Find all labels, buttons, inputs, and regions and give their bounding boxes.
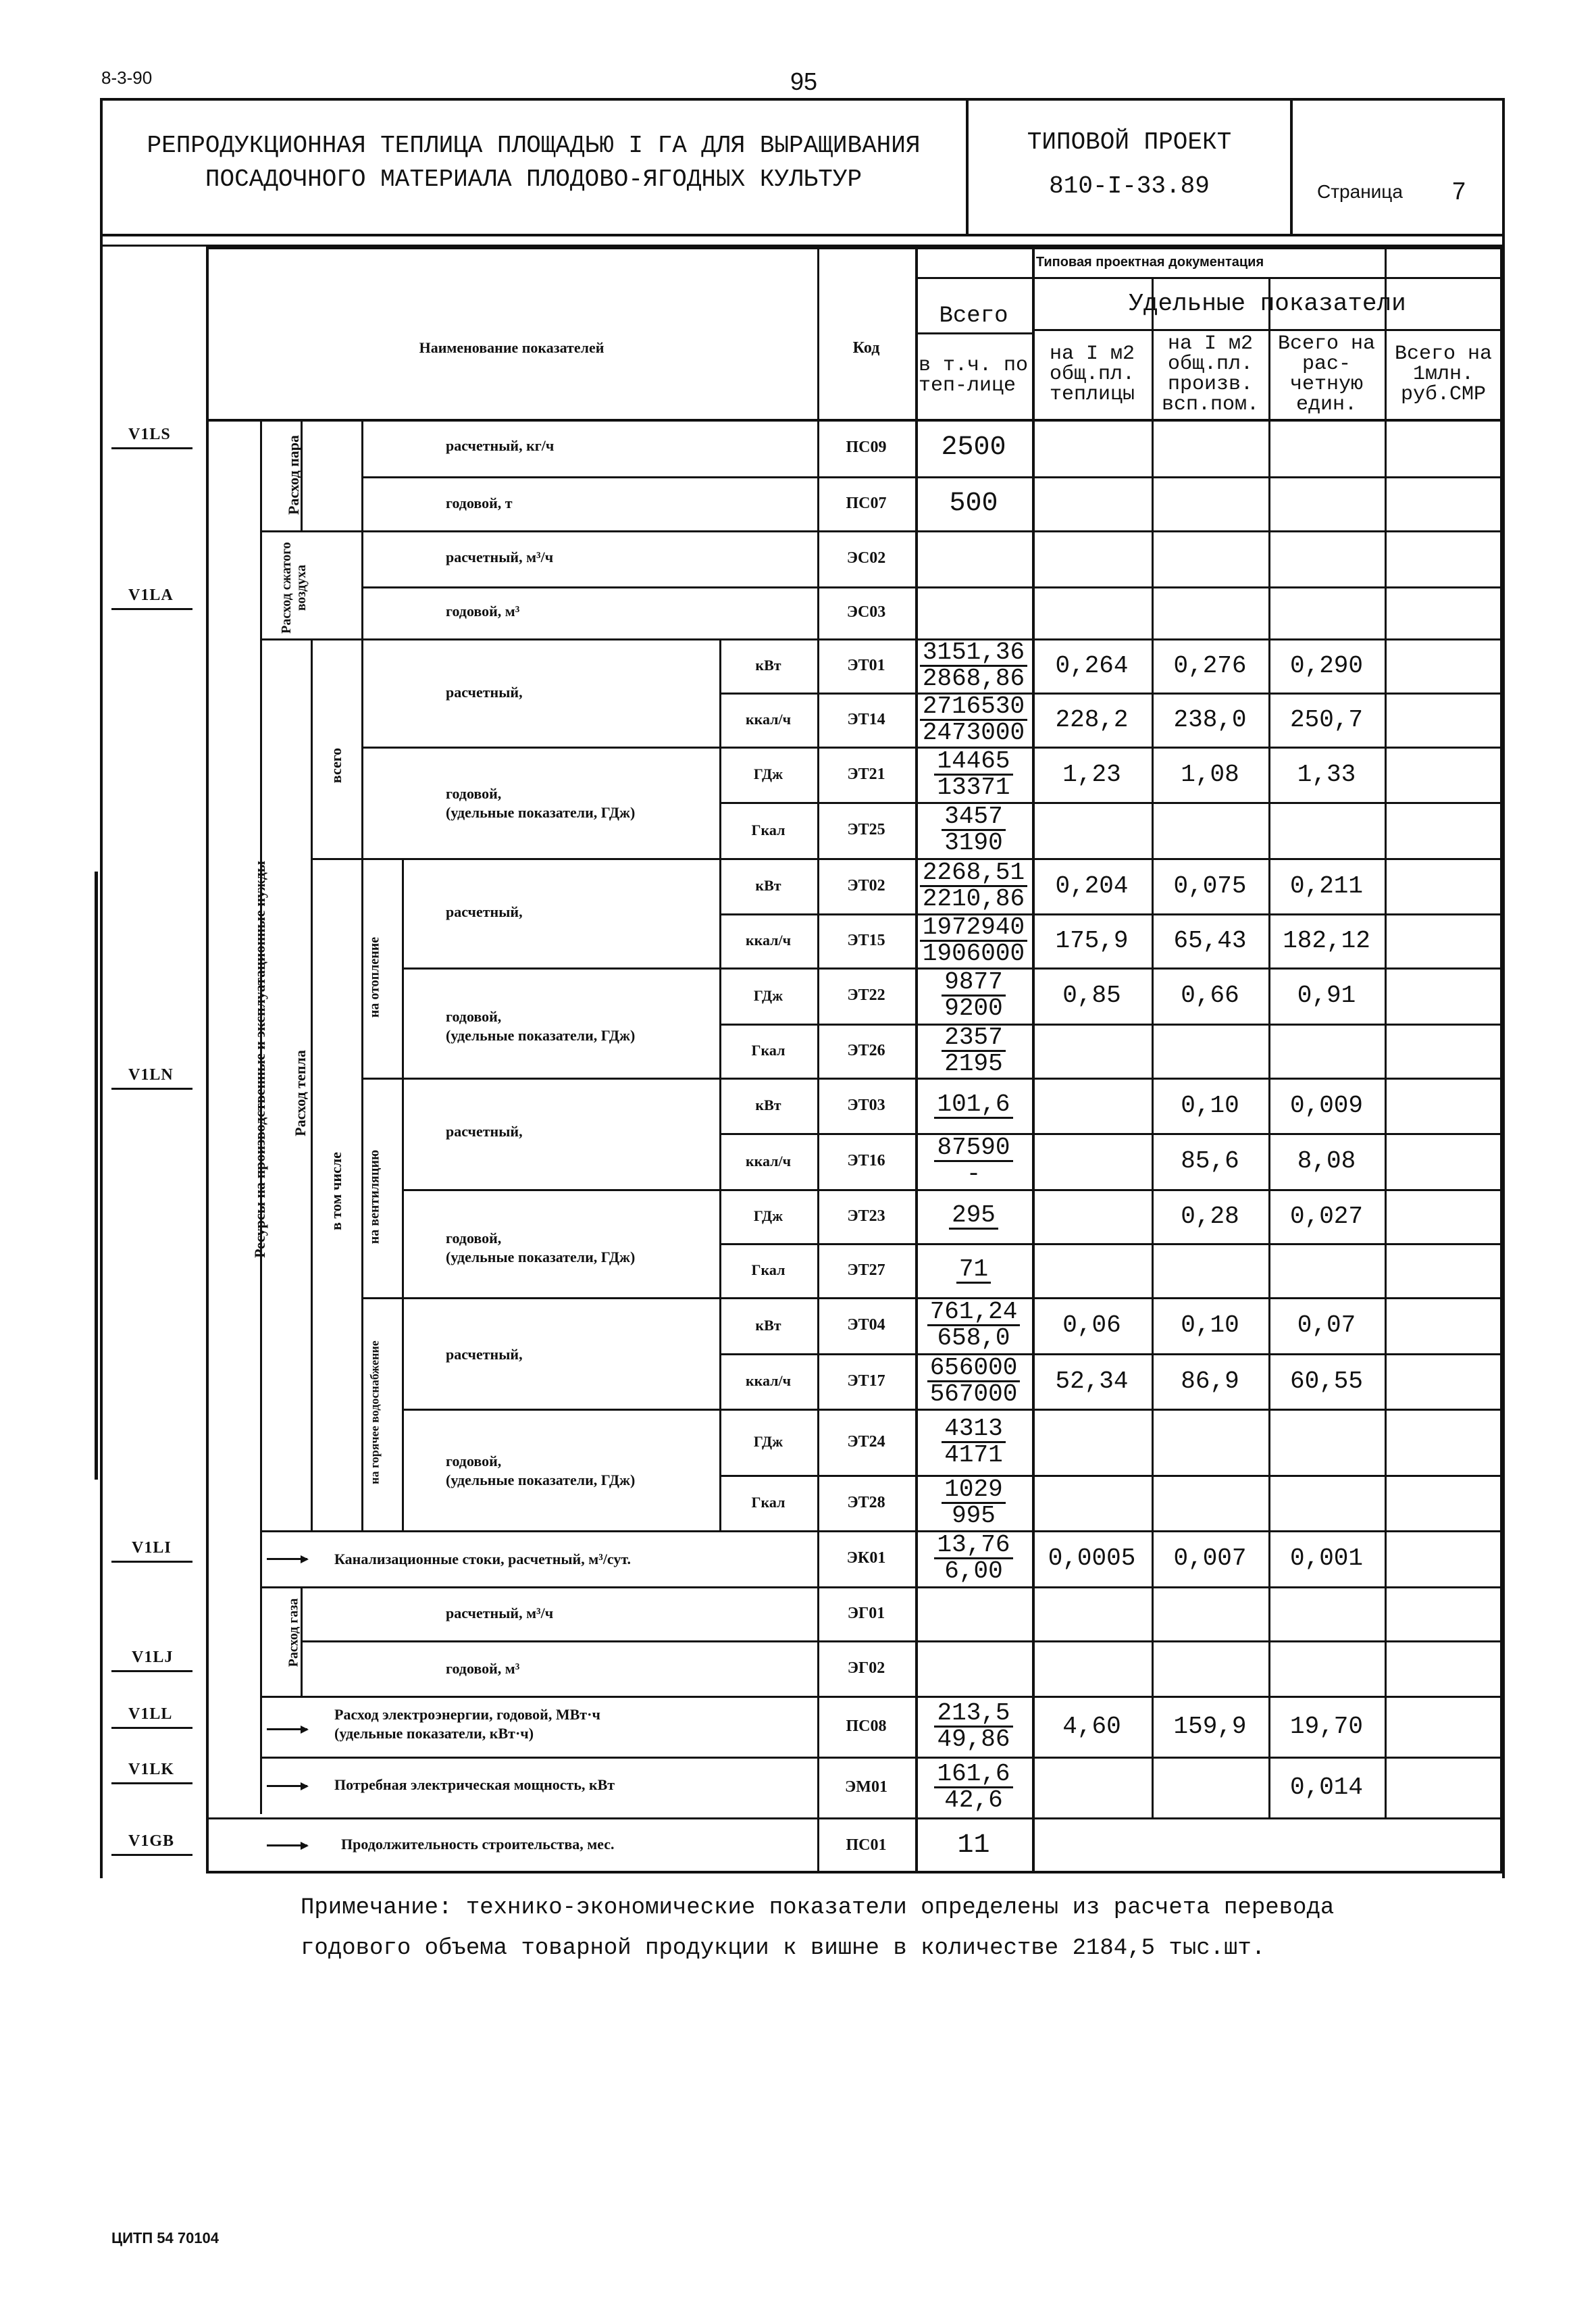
total-header: Всего <box>939 303 1008 329</box>
air-group-label: Расход сжатого воздуха <box>279 542 309 634</box>
c3-et21: 1,33 <box>1297 760 1356 788</box>
per-m2-prod-header: на I м2 общ.пл. произв. всп.пом. <box>1161 332 1260 416</box>
label-hw-annual: годовой, <box>446 1453 502 1470</box>
c2-et14: 238,0 <box>1173 705 1247 734</box>
label-eg01: расчетный, м³/ч <box>446 1605 554 1622</box>
side-code-v1ln: V1LN <box>128 1066 174 1084</box>
gas-group-label: Расход газа <box>286 1598 301 1667</box>
c2-et15: 65,43 <box>1173 926 1247 955</box>
c3-ek01: 0,001 <box>1289 1544 1364 1572</box>
unit-et16: ккал/ч <box>745 1152 792 1169</box>
label-vent-calc: расчетный, <box>446 1123 523 1140</box>
unit-et04: кВт <box>755 1316 781 1334</box>
code-et16: ЭТ16 <box>847 1152 885 1169</box>
c1-et22: 0,85 <box>1062 982 1121 1009</box>
label-ek01: Канализационные стоки, расчетный, м³/сут. <box>334 1551 632 1568</box>
label-heating-calc: расчетный, <box>446 903 523 921</box>
code-et28: ЭТ28 <box>847 1493 885 1511</box>
c1-et02: 0,204 <box>1055 872 1129 900</box>
c2-et23: 0,28 <box>1181 1202 1239 1230</box>
side-code-v1lj: V1LJ <box>132 1649 174 1666</box>
label-heat-total-annual: годовой, <box>446 785 502 803</box>
total-ps08: $\frac{213,5}{49,86}$ <box>915 1696 1032 1757</box>
unit-et26: Гкал <box>751 1042 786 1059</box>
hot-water-label: на горячее водоснабжение <box>367 1340 382 1484</box>
code-et01: ЭТ01 <box>847 656 885 674</box>
side-code-v1lk: V1LK <box>128 1761 175 1778</box>
code-et22: ЭТ22 <box>847 986 885 1004</box>
c2-et16: 85,6 <box>1181 1147 1239 1175</box>
page-label: Страница <box>1317 181 1403 202</box>
c3-ps08: 19,70 <box>1289 1712 1364 1740</box>
label-es02: расчетный, м³/ч <box>446 549 554 566</box>
side-code-v1ls: V1LS <box>128 426 171 443</box>
page-value: 7 <box>1452 177 1466 205</box>
code-ek01: ЭК01 <box>846 1549 886 1567</box>
c1-et14: 228,2 <box>1055 705 1129 734</box>
side-code-v1ll: V1LL <box>128 1705 173 1723</box>
typical-docs-header: Типовая проектная документация <box>1035 254 1264 270</box>
c1-et17: 52,34 <box>1055 1367 1129 1395</box>
c3-em01: 0,014 <box>1289 1773 1364 1801</box>
c1-et21: 1,23 <box>1062 760 1121 788</box>
total-et22: $\frac{9877}{9200}$ <box>915 967 1032 1024</box>
c2-et04: 0,10 <box>1181 1311 1239 1339</box>
unit-et01: кВт <box>755 657 781 674</box>
code-et04: ЭТ04 <box>847 1316 885 1334</box>
c2-et21: 1,08 <box>1181 760 1239 788</box>
unit-et17: ккал/ч <box>745 1372 792 1390</box>
ventilation-label: на вентиляцию <box>367 1149 382 1244</box>
total-et04: $\frac{761,24}{658,0}$ <box>915 1297 1032 1353</box>
project-label: ТИПОВОЙ ПРОЕКТ <box>1027 128 1232 156</box>
code-es03: ЭС03 <box>846 603 886 621</box>
label-heat-total-calc: расчетный, <box>446 684 523 701</box>
total-et14: $\frac{2716530}{2473000}$ <box>915 693 1032 747</box>
unit-et23: ГДж <box>753 1207 783 1225</box>
code-et02: ЭТ02 <box>847 876 885 895</box>
total-et24: $\frac{4313}{4171}$ <box>915 1409 1032 1475</box>
title-line-1: РЕПРОДУКЦИОННАЯ ТЕПЛИЦА ПЛОЩАДЬЮ I ГА ДЛЯ ВЫРАЩИВАНИЯ <box>147 132 921 159</box>
code-ps08: ПС08 <box>846 1717 887 1735</box>
total-ps01: 11 <box>957 1830 990 1861</box>
side-code-v1la: V1LA <box>128 586 174 604</box>
label-heating-annual: годовой, <box>446 1008 502 1026</box>
code-em01: ЭМ01 <box>845 1778 887 1796</box>
resources-group-label: Ресурсы на производственные и эксплуатационные нужды <box>251 861 268 1258</box>
total-et25: $\frac{3457}{3190}$ <box>915 802 1032 858</box>
code-ps07: ПС07 <box>846 494 887 512</box>
c3-et22: 0,91 <box>1297 982 1356 1009</box>
note-line-1: Примечание: технико-экономические показатели определены из расчета перевода <box>301 1895 1335 1921</box>
total-et26: $\frac{2357}{2195}$ <box>915 1024 1032 1078</box>
unit-et15: ккал/ч <box>745 932 792 949</box>
page-number: 95 <box>790 68 818 95</box>
code-et14: ЭТ14 <box>847 710 885 728</box>
note-line-2: годового объема товарной продукции к вишне в количестве 2184,5 тыс.шт. <box>301 1936 1266 1961</box>
total-ps09: 2500 <box>941 432 1006 463</box>
total-et17: $\frac{656000}{567000}$ <box>915 1353 1032 1409</box>
c1-et04: 0,06 <box>1062 1311 1121 1339</box>
c2-ek01: 0,007 <box>1173 1544 1247 1572</box>
label-hw-calc: расчетный, <box>446 1346 523 1363</box>
total-et16: $\frac{87590}{-}$ <box>915 1133 1032 1189</box>
code-et03: ЭТ03 <box>847 1096 885 1114</box>
steam-group-label: Расход пара <box>285 435 302 515</box>
name-column-header: Наименование показателей <box>419 339 604 356</box>
code-et17: ЭТ17 <box>847 1372 885 1390</box>
label-heat-total-annual-note: (удельные показатели, ГДж) <box>446 804 636 822</box>
code-et27: ЭТ27 <box>847 1261 885 1279</box>
label-ps09: расчетный, кг/ч <box>446 437 555 455</box>
specific-header: Удельные показатели <box>1129 290 1406 318</box>
label-ps07: годовой, т <box>446 495 513 512</box>
per-unit-header: Всего на рас-четную един. <box>1277 332 1376 416</box>
heating-label: на отопление <box>367 936 382 1018</box>
label-hw-annual-note: (удельные показатели, ГДж) <box>446 1472 636 1489</box>
label-es03: годовой, м³ <box>446 603 520 620</box>
code-et23: ЭТ23 <box>847 1207 885 1225</box>
total-et21: $\frac{14465}{13371}$ <box>915 747 1032 802</box>
c3-et23: 0,027 <box>1289 1202 1364 1230</box>
code-eg02: ЭГ02 <box>847 1659 885 1677</box>
c2-et22: 0,66 <box>1181 982 1239 1009</box>
code-eg01: ЭГ01 <box>847 1604 885 1622</box>
total-et01: $\frac{3151,36}{2868,86}$ <box>915 638 1032 693</box>
code-et25: ЭТ25 <box>847 821 885 838</box>
label-heating-annual-note: (удельные показатели, ГДж) <box>446 1027 636 1045</box>
c1-ek01: 0,0005 <box>1048 1544 1136 1572</box>
c3-et04: 0,07 <box>1297 1311 1356 1339</box>
unit-et28: Гкал <box>751 1494 786 1511</box>
c2-et03: 0,10 <box>1181 1091 1239 1120</box>
c3-et02: 0,211 <box>1289 872 1364 900</box>
c3-et01: 0,290 <box>1289 651 1364 680</box>
per-m2-greenhouse-header: на I м2 общ.пл. теплицы <box>1049 343 1135 406</box>
unit-et02: кВт <box>755 877 781 895</box>
heat-group-label: Расход тепла <box>292 1050 309 1136</box>
heat-total-label: всего <box>328 747 344 784</box>
doc-date: 8-3-90 <box>101 68 153 88</box>
code-et26: ЭТ26 <box>847 1041 885 1059</box>
label-vent-annual: годовой, <box>446 1230 502 1247</box>
unit-et25: Гкал <box>751 821 786 838</box>
title-line-2: ПОСАДОЧНОГО МАТЕРИАЛА ПЛОДОВО-ЯГОДНЫХ КУЛЬТУР <box>205 166 863 193</box>
label-ps01: Продолжительность строительства, мес. <box>341 1836 615 1853</box>
code-column-header: Код <box>852 338 880 357</box>
c3-et16: 8,08 <box>1297 1147 1356 1175</box>
heat-incl-label: в том числе <box>328 1152 344 1230</box>
total-et28: $\frac{1029}{995}$ <box>915 1475 1032 1530</box>
c2-et17: 86,9 <box>1181 1367 1239 1395</box>
footer-code: ЦИТП 54 70104 <box>111 2230 220 2246</box>
c3-et17: 60,55 <box>1289 1367 1364 1395</box>
total-ek01: $\frac{13,76}{6,00}$ <box>915 1530 1032 1586</box>
c1-ps08: 4,60 <box>1062 1712 1121 1740</box>
unit-et14: ккал/ч <box>745 711 792 728</box>
c3-et15: 182,12 <box>1283 926 1370 955</box>
label-eg02: годовой, м³ <box>446 1660 520 1678</box>
code-ps01: ПС01 <box>846 1836 887 1854</box>
c3-et03: 0,009 <box>1289 1091 1364 1120</box>
project-number: 810-I-33.89 <box>1049 172 1210 200</box>
side-code-v1gb: V1GB <box>128 1832 175 1850</box>
total-ps07: 500 <box>949 488 998 519</box>
total-em01: $\frac{161,6}{42,6}$ <box>915 1757 1032 1817</box>
label-ps08-line1: Расход электроэнергии, годовой, МВт·ч <box>334 1706 600 1723</box>
label-vent-annual-note: (удельные показатели, ГДж) <box>446 1249 636 1266</box>
label-em01: Потребная электрическая мощность, кВт <box>334 1776 615 1794</box>
code-et15: ЭТ15 <box>847 931 885 949</box>
total-et23: 295 <box>915 1189 1032 1243</box>
code-ps09: ПС09 <box>846 438 887 456</box>
total-et27: 71 <box>915 1243 1032 1297</box>
c1-et01: 0,264 <box>1055 651 1129 680</box>
unit-et22: ГДж <box>753 986 783 1004</box>
side-code-v1li: V1LI <box>132 1539 172 1557</box>
c2-et01: 0,276 <box>1173 651 1247 680</box>
unit-et24: ГДж <box>753 1433 783 1451</box>
c3-et14: 250,7 <box>1289 705 1364 734</box>
total-et03: 101,6 <box>915 1078 1032 1133</box>
total-et15: $\frac{1972940}{1906000}$ <box>915 913 1032 967</box>
unit-et27: Гкал <box>751 1261 786 1279</box>
code-et21: ЭТ21 <box>847 765 885 783</box>
c2-et02: 0,075 <box>1173 872 1247 900</box>
incl-greenhouse-header: в т.ч. по теп-лице <box>919 354 1029 397</box>
per-mln-header: Всего на 1млн. руб.СМР <box>1394 343 1493 406</box>
label-ps08-line2: (удельные показатели, кВт·ч) <box>334 1725 534 1742</box>
unit-et21: ГДж <box>753 765 783 783</box>
code-es02: ЭС02 <box>846 549 886 567</box>
code-et24: ЭТ24 <box>847 1432 885 1451</box>
c1-et15: 175,9 <box>1055 926 1129 955</box>
c2-ps08: 159,9 <box>1173 1712 1247 1740</box>
total-et02: $\frac{2268,51}{2210,86}$ <box>915 858 1032 913</box>
unit-et03: кВт <box>755 1097 781 1114</box>
